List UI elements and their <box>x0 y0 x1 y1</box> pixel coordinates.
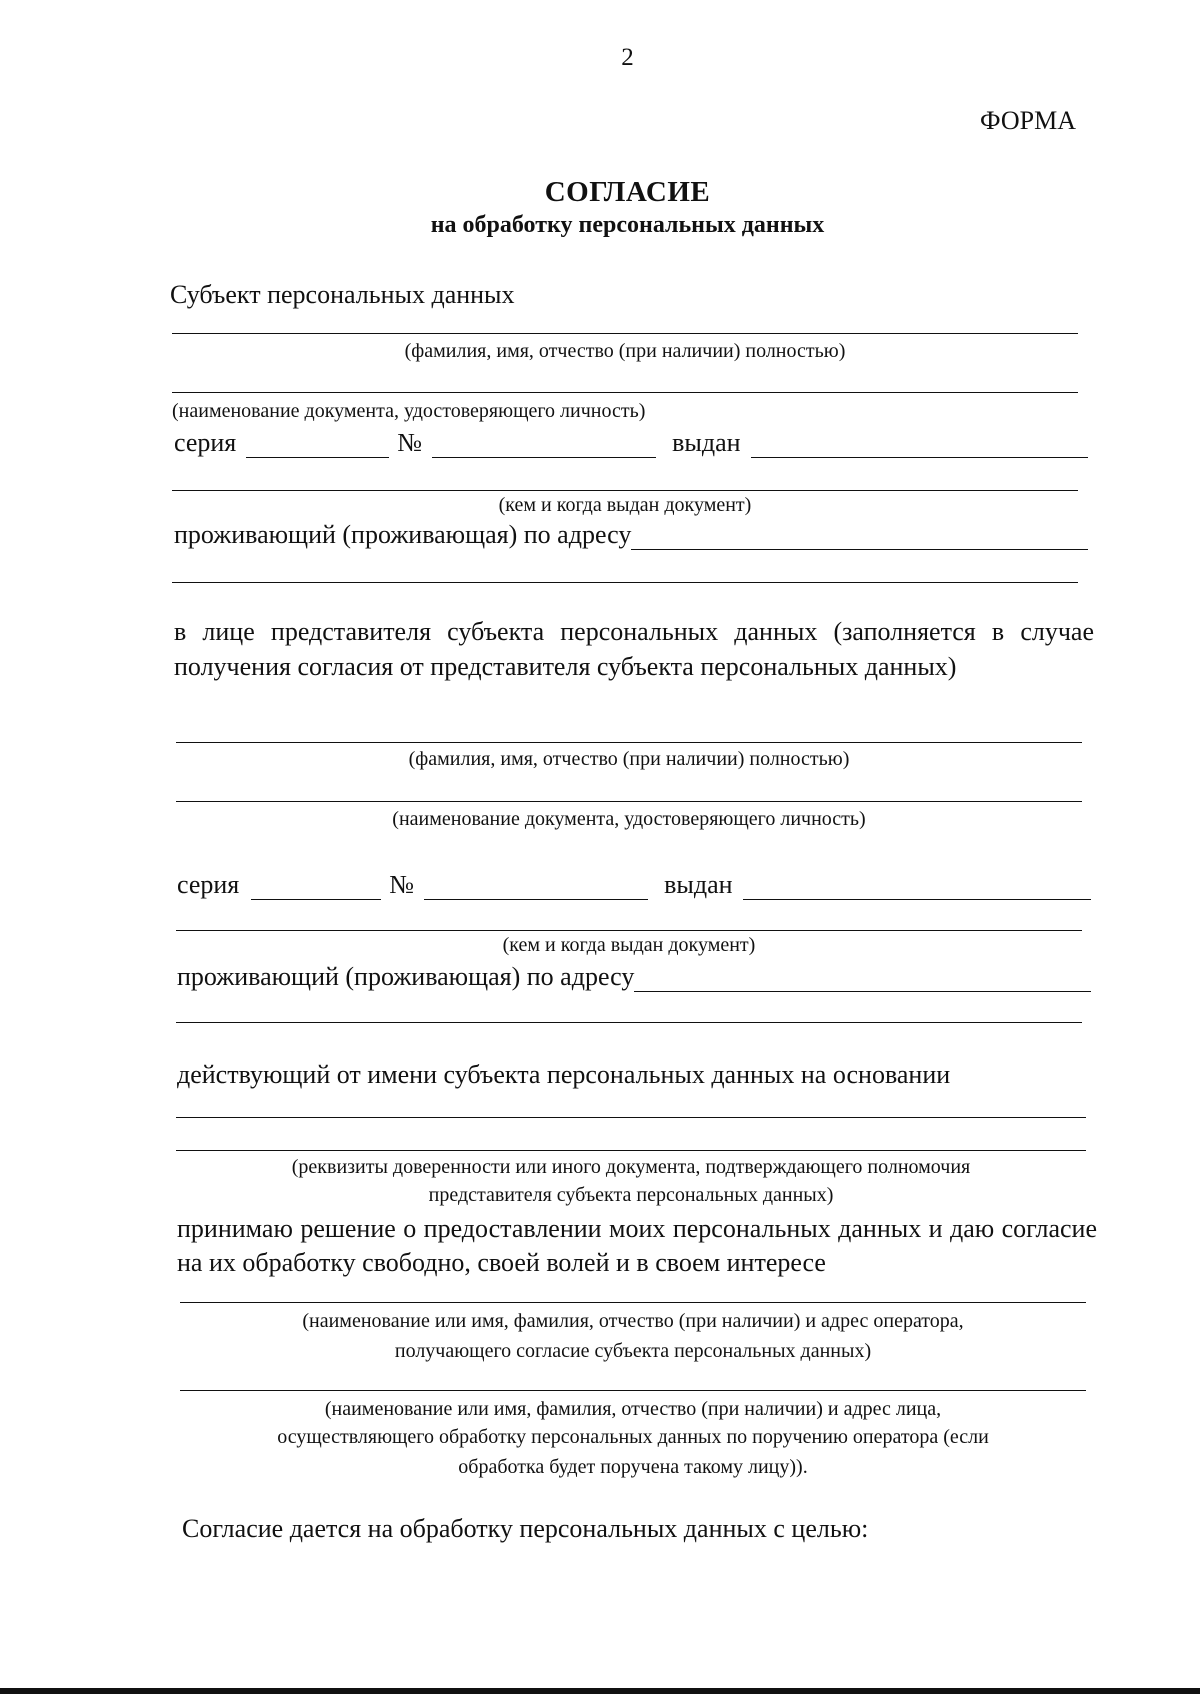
rep-seriya-label: серия <box>177 870 240 899</box>
subject-label: Субъект персональных данных <box>170 280 515 309</box>
caption-issued: (кем и когда выдан документ) <box>498 494 752 516</box>
operator-line[interactable] <box>180 1302 1086 1303</box>
seriya-label: серия <box>174 428 237 457</box>
rep-address-line-2[interactable] <box>176 1022 1082 1023</box>
rep-fio-line[interactable] <box>176 742 1082 743</box>
caption-processor-2: осуществляющего обработку персональных данных по поручению оператора (если <box>277 1426 989 1448</box>
nomer-label: № <box>397 428 423 457</box>
caption-doc: (наименование документа, удостоверяющего личность) <box>172 400 646 422</box>
rep-seriya-field[interactable] <box>251 875 381 900</box>
form-label: ФОРМА <box>980 106 1076 135</box>
caption-rep-fio: (фамилия, имя, отчество (при наличии) полностью) <box>408 748 850 770</box>
rep-doc-line[interactable] <box>176 801 1082 802</box>
rep-address-row <box>177 962 1091 992</box>
subject-address-field[interactable] <box>631 525 1088 550</box>
processor-line[interactable] <box>180 1390 1086 1391</box>
caption-power-2: представителя субъекта персональных данных) <box>428 1184 834 1206</box>
decision-text: принимаю решение о предоставлении моих персональных данных и даю согласие на их обработку свободно, своей волей и в своем интересе <box>177 1214 1097 1277</box>
subject-nomer-field[interactable] <box>432 433 656 458</box>
rep-nomer-label: № <box>389 870 415 899</box>
subject-fio-line[interactable] <box>172 333 1078 334</box>
subject-address-line-2[interactable] <box>172 582 1078 583</box>
rep-passport-row <box>177 870 1091 900</box>
caption-fio: (фамилия, имя, отчество (при наличии) полностью) <box>404 340 846 362</box>
caption-operator-2: получающего согласие субъекта персональных данных) <box>394 1340 872 1362</box>
scan-edge <box>0 1688 1200 1694</box>
rep-address-field[interactable] <box>634 967 1091 992</box>
caption-power-1: (реквизиты доверенности или иного документа, подтверждающего полномочия <box>291 1156 971 1178</box>
rep-residing-label: проживающий (проживающая) по адресу <box>177 962 635 991</box>
subject-doc-line[interactable] <box>172 392 1078 393</box>
caption-operator-1: (наименование или имя, фамилия, отчество (при наличии) и адрес оператора, <box>302 1310 964 1332</box>
caption-rep-issued: (кем и когда выдан документ) <box>502 934 756 956</box>
subject-seriya-field[interactable] <box>246 433 389 458</box>
page-number: 2 <box>621 44 634 71</box>
caption-processor-1: (наименование или имя, фамилия, отчество (при наличии) и адрес лица, <box>324 1398 942 1420</box>
power-line-2[interactable] <box>176 1150 1086 1151</box>
rep-issued-line[interactable] <box>176 930 1082 931</box>
subject-passport-row <box>174 428 1088 458</box>
representative-text: в лице представителя субъекта персональных данных (заполняется в случае получения согласия от представителя субъекта персональных данных) <box>174 617 1094 681</box>
rep-nomer-field[interactable] <box>424 875 648 900</box>
subject-address-row <box>174 520 1088 550</box>
residing-label: проживающий (проживающая) по адресу <box>174 520 632 549</box>
document-subtitle: на обработку персональных данных <box>430 212 825 238</box>
rep-vydan-field[interactable] <box>743 875 1091 900</box>
power-line-1[interactable] <box>176 1117 1086 1118</box>
purpose-text: Согласие дается на обработку персональных данных с целью: <box>182 1514 869 1543</box>
document-title: СОГЛАСИЕ <box>544 176 711 208</box>
rep-vydan-label: выдан <box>664 870 733 899</box>
caption-rep-doc: (наименование документа, удостоверяющего личность) <box>392 808 866 830</box>
subject-vydan-field[interactable] <box>751 433 1088 458</box>
vydan-label: выдан <box>672 428 741 457</box>
acting-text: действующий от имени субъекта персональных данных на основании <box>177 1060 951 1089</box>
caption-processor-3: обработка будет поручена такому лицу)). <box>458 1456 808 1478</box>
subject-issued-line[interactable] <box>172 490 1078 491</box>
